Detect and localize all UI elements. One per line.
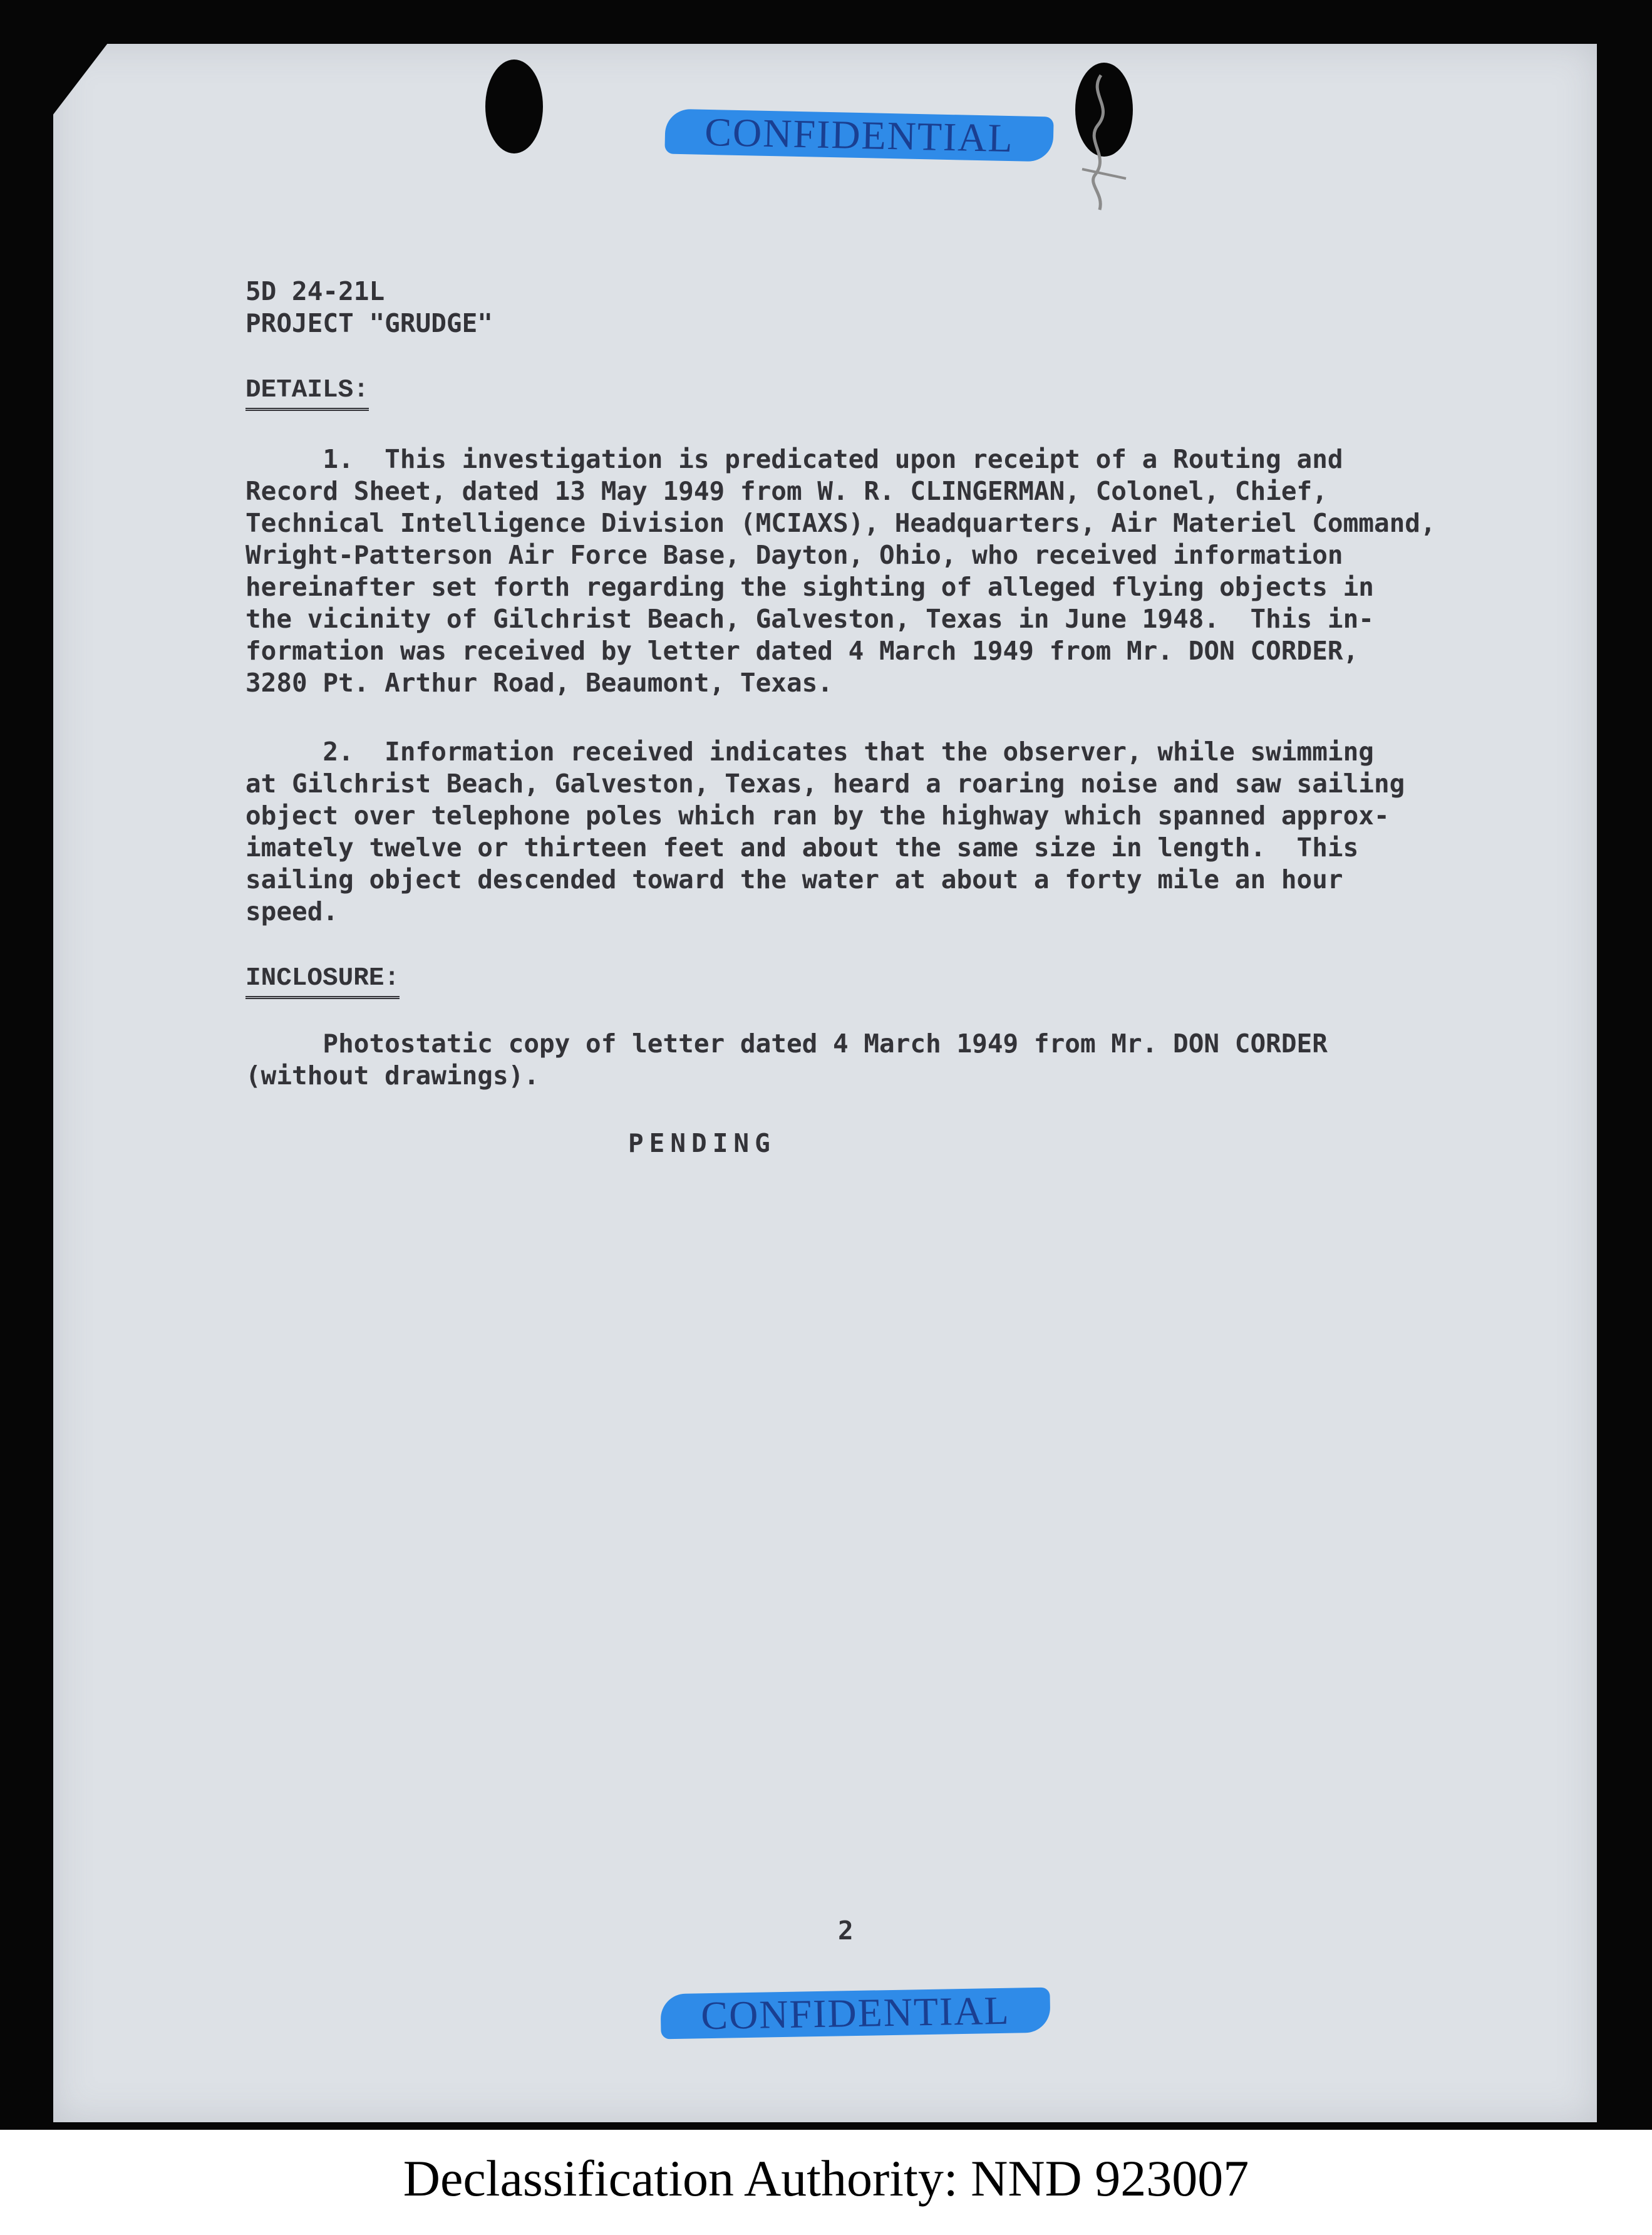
details-heading: DETAILS:	[245, 375, 369, 411]
confidential-stamp-bottom: CONFIDENTIAL	[660, 1988, 1050, 2040]
file-number: 5D 24-21L	[245, 276, 385, 306]
inclosure-heading: INCLOSURE:	[245, 963, 400, 999]
punch-hole-left	[485, 60, 543, 153]
staple-mark-icon	[1076, 69, 1132, 213]
status-pending: PENDING	[628, 1128, 776, 1158]
project-title: PROJECT "GRUDGE"	[245, 308, 493, 338]
page-number: 2	[838, 1916, 854, 1946]
confidential-stamp-top: CONFIDENTIAL	[664, 109, 1053, 162]
paragraph-1: 1. This investigation is predicated upon receipt of a Routing and Record Sheet, dated 13 May 1949 from W. R. CLINGERMAN, Colonel, Chief, Technical Intelligence Division (MCIAXS), Headquarters, Air Materiel Command, Wright-Patterson Air Force Base, Dayton, Ohio, who received information hereinafter set forth regarding the sighting of alleged flying objects in the vicinity of Gilchrist Beach, Galveston, Texas in June 1948. This in- formation was received by letter dated 4 March 1949 from Mr. DON CORDER, 3280 Pt. Arthur Road, Beaumont, Texas.	[245, 444, 1436, 698]
declassification-authority: Declassification Authority: NND 923007	[403, 2150, 1249, 2207]
paragraph-2: 2. Information received indicates that the observer, while swimming at Gilchrist Beach, Galveston, Texas, heard a roaring noise and saw sailing object over telephone poles which ran by the highway which spanned approx- imately twelve or thirteen feet and about the same size in length. This sailing object descended toward the water at about a forty mile an hour speed.	[245, 737, 1405, 926]
inclosure-text: Photostatic copy of letter dated 4 March 1949 from Mr. DON CORDER (without drawings).	[245, 1029, 1328, 1091]
